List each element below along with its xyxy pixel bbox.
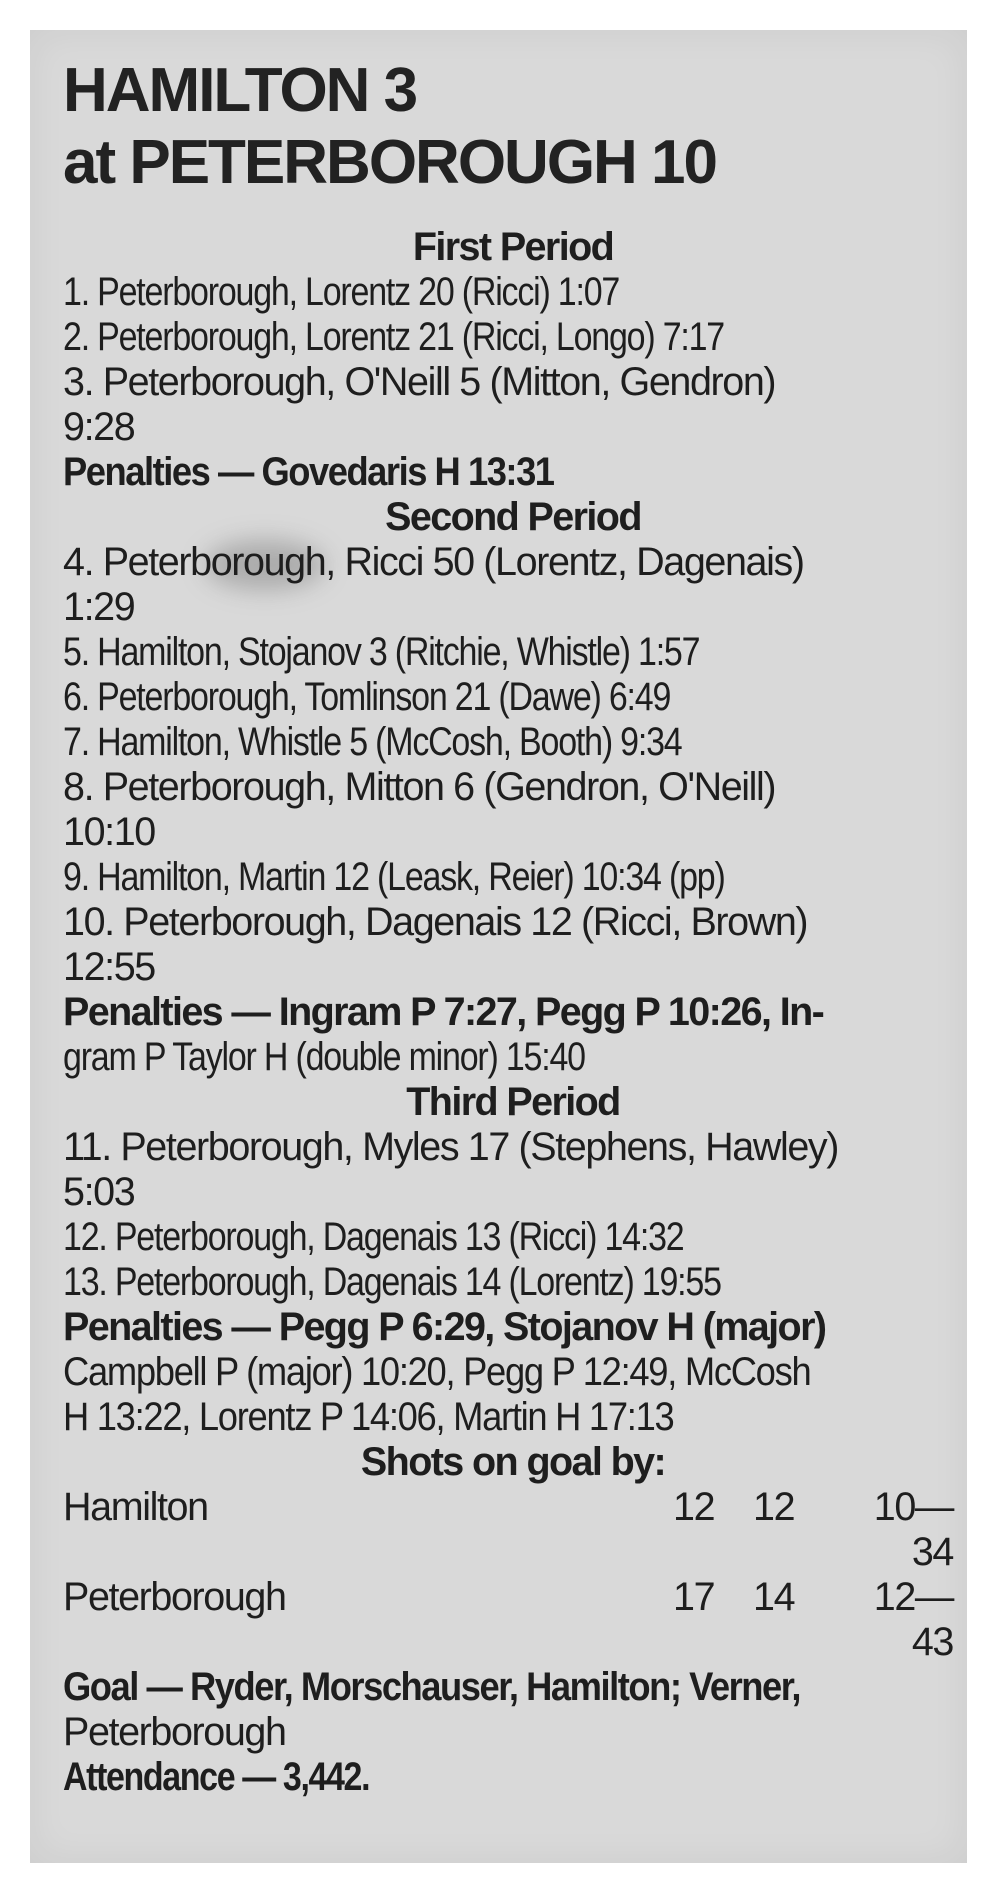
shots-heading: Shots on goal by: [360, 1440, 666, 1484]
penalties-line: Penalties — Govedaris H 13:31 [63, 450, 554, 494]
second-period-heading: Second Period [385, 495, 641, 539]
goaltenders-line-cont: Peterborough [63, 1710, 286, 1754]
goaltenders-line: Goal — Ryder, Morschauser, Hamilton; Verner, [63, 1665, 801, 1709]
headline [63, 55, 963, 199]
shots-p2: 12 [753, 1485, 795, 1529]
goal-line: 13. Peterborough, Dagenais 14 (Lorentz) 19:55 [63, 1260, 721, 1304]
shots-p1: 17 [673, 1575, 715, 1619]
boxscore [63, 55, 963, 1800]
goal-line: 7. Hamilton, Whistle 5 (McCosh, Booth) 9:34 [63, 720, 682, 764]
penalties-line: Penalties — Pegg P 6:29, Stojanov H (major) [63, 1305, 826, 1349]
shots-row [63, 1485, 953, 1575]
penalties-line: gram P Taylor H (double minor) 15:40 [63, 1035, 585, 1079]
goal-line-cont: 12:55 [63, 945, 155, 989]
goal-line: 10. Peterborough, Dagenais 12 (Ricci, Brown) [63, 900, 808, 944]
goal-line-cont: 1:29 [63, 585, 135, 629]
goal-line: 1. Peterborough, Lorentz 20 (Ricci) 1:07 [63, 270, 620, 314]
goal-line: 9. Hamilton, Martin 12 (Leask, Reier) 10:34 (pp) [63, 855, 725, 899]
goal-line-cont: 10:10 [63, 810, 155, 854]
goal-line-cont: 5:03 [63, 1170, 135, 1214]
shots-row [63, 1575, 953, 1665]
third-period-heading: Third Period [406, 1080, 620, 1124]
goal-line: 4. Peterborough, Ricci 50 (Lorentz, Dagenais) [63, 540, 804, 584]
headline-line1: HAMILTON 3 [63, 56, 417, 125]
penalties-line: H 13:22, Lorentz P 14:06, Martin H 17:13 [63, 1395, 674, 1439]
shots-p1: 12 [673, 1485, 715, 1529]
goal-line: 5. Hamilton, Stojanov 3 (Ritchie, Whistle) 1:57 [63, 630, 700, 674]
shots-total: 10—34 [873, 1485, 953, 1574]
penalties-line: Penalties — Ingram P 7:27, Pegg P 10:26, In- [63, 990, 824, 1034]
shots-p2: 14 [753, 1575, 795, 1619]
headline-line2: at PETERBOROUGH 10 [63, 128, 717, 197]
goal-line: 2. Peterborough, Lorentz 21 (Ricci, Longo) 7:17 [63, 315, 725, 359]
goal-line: 11. Peterborough, Myles 17 (Stephens, Hawley) [63, 1125, 838, 1169]
goal-line: 12. Peterborough, Dagenais 13 (Ricci) 14:32 [63, 1215, 684, 1259]
shots-team: Peterborough [63, 1575, 286, 1619]
first-period-heading: First Period [412, 225, 614, 269]
attendance-line: Attendance — 3,442. [63, 1755, 370, 1799]
penalties-line: Campbell P (major) 10:20, Pegg P 12:49, McCosh [63, 1350, 811, 1394]
shots-team: Hamilton [63, 1485, 208, 1529]
goal-line-cont: 9:28 [63, 405, 135, 449]
goal-line: 6. Peterborough, Tomlinson 21 (Dawe) 6:49 [63, 675, 671, 719]
goal-line: 3. Peterborough, O'Neill 5 (Mitton, Gendron) [63, 360, 776, 404]
shots-total: 12—43 [873, 1575, 953, 1664]
goal-line: 8. Peterborough, Mitton 6 (Gendron, O'Neill) [63, 765, 776, 809]
